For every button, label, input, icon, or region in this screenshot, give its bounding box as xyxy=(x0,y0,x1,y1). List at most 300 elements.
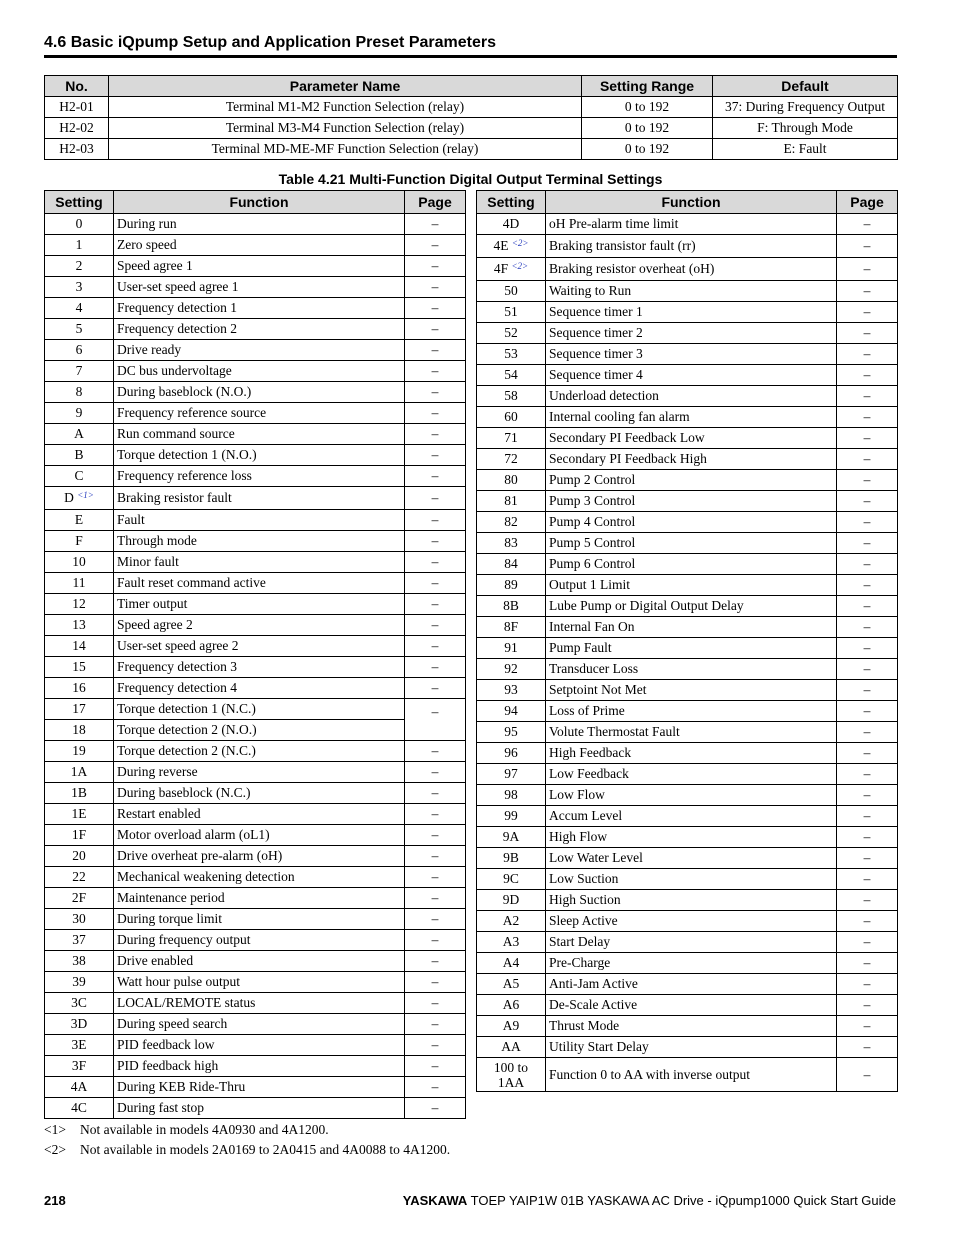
setting-cell xyxy=(45,1035,114,1056)
setting-code: 4E xyxy=(493,238,509,253)
setting-cell xyxy=(477,470,546,491)
function-cell: Secondary PI Feedback Low xyxy=(546,428,837,449)
setting-cell xyxy=(477,554,546,575)
setting-cell xyxy=(477,617,546,638)
setting-cell xyxy=(477,659,546,680)
table-row xyxy=(45,594,466,615)
page-cell: – xyxy=(405,678,466,699)
function-cell: De-Scale Active xyxy=(546,995,837,1016)
setting-code: C xyxy=(74,468,84,483)
setting-cell xyxy=(45,361,114,382)
page-cell: – xyxy=(837,848,898,869)
table-row xyxy=(45,741,466,762)
table-row xyxy=(477,1016,898,1037)
function-cell: Underload detection xyxy=(546,386,837,407)
setting-code: B xyxy=(74,447,84,462)
function-cell: Pump 5 Control xyxy=(546,533,837,554)
page-cell: – xyxy=(405,361,466,382)
table-row xyxy=(477,365,898,386)
page-cell: – xyxy=(837,974,898,995)
table-row xyxy=(477,890,898,911)
page-cell: – xyxy=(405,972,466,993)
setting-cell xyxy=(45,867,114,888)
table-row xyxy=(45,972,466,993)
page-cell: – xyxy=(405,256,466,277)
setting-cell xyxy=(477,680,546,701)
page-cell: – xyxy=(837,470,898,491)
table-row xyxy=(45,214,466,235)
table-row xyxy=(45,888,466,909)
setting-code: 3D xyxy=(70,1016,88,1031)
table-row xyxy=(45,909,466,930)
setting-cell xyxy=(477,869,546,890)
table-row xyxy=(45,277,466,298)
function-cell: Frequency detection 2 xyxy=(114,319,405,340)
table-row xyxy=(45,1056,466,1077)
function-cell: Transducer Loss xyxy=(546,659,837,680)
table-row xyxy=(45,930,466,951)
function-cell: Sequence timer 3 xyxy=(546,344,837,365)
page-cell: – xyxy=(837,365,898,386)
setting-cell xyxy=(45,424,114,445)
setting-code: 3C xyxy=(71,995,87,1010)
column-header-setting: Setting xyxy=(477,191,546,214)
table-row xyxy=(477,214,898,235)
setting-cell xyxy=(45,1098,114,1119)
page-cell: – xyxy=(837,995,898,1016)
function-cell: Sequence timer 1 xyxy=(546,302,837,323)
table-row xyxy=(477,344,898,365)
function-cell: Frequency detection 4 xyxy=(114,678,405,699)
table-row xyxy=(45,762,466,783)
table-row xyxy=(477,806,898,827)
setting-cell xyxy=(477,235,546,258)
table-row xyxy=(477,680,898,701)
parameter-table xyxy=(44,75,898,160)
table-row xyxy=(45,1035,466,1056)
setting-cell xyxy=(45,783,114,804)
page-cell: – xyxy=(837,869,898,890)
setting-code: 89 xyxy=(504,577,518,592)
setting-code: 91 xyxy=(504,640,518,655)
page-cell: – xyxy=(405,340,466,361)
setting-code: 53 xyxy=(504,346,518,361)
setting-code: 9C xyxy=(503,871,519,886)
setting-code: 8 xyxy=(75,384,83,399)
section-title: 4.6 Basic iQpump Setup and Application Preset Parameters xyxy=(44,33,897,58)
table-row xyxy=(477,848,898,869)
page-cell: – xyxy=(405,235,466,256)
table-row xyxy=(45,403,466,424)
column-header-parameter-name: Parameter Name xyxy=(109,76,582,97)
setting-cell xyxy=(45,657,114,678)
setting-code: 8B xyxy=(503,598,519,613)
setting-code: 9D xyxy=(502,892,520,907)
function-cell: Pump Fault xyxy=(546,638,837,659)
setting-code: 4 xyxy=(75,300,83,315)
column-header-setting: Setting xyxy=(45,191,114,214)
table-row xyxy=(477,911,898,932)
setting-code: 19 xyxy=(72,743,86,758)
function-cell: Watt hour pulse output xyxy=(114,972,405,993)
setting-cell xyxy=(477,214,546,235)
setting-code: 82 xyxy=(504,514,518,529)
page-cell: – xyxy=(405,930,466,951)
page-cell: – xyxy=(837,533,898,554)
page-cell: – xyxy=(837,680,898,701)
function-cell: Low Suction xyxy=(546,869,837,890)
page-cell: – xyxy=(405,762,466,783)
setting-cell xyxy=(45,510,114,531)
function-cell: Restart enabled xyxy=(114,804,405,825)
function-cell: Braking transistor fault (rr) xyxy=(546,235,837,258)
setting-code: 12 xyxy=(72,596,86,611)
setting-code: 9 xyxy=(75,405,83,420)
footer-doc: TOEP YAIP1W 01B YASKAWA AC Drive - iQpump1000 Quick Start Guide xyxy=(470,1193,896,1208)
function-cell: Braking resistor overheat (oH) xyxy=(546,258,837,281)
setting-cell xyxy=(45,930,114,951)
table-row xyxy=(45,804,466,825)
page-cell: – xyxy=(837,281,898,302)
function-cell: Timer output xyxy=(114,594,405,615)
parameter-name: Terminal M1-M2 Function Selection (relay) xyxy=(109,97,582,118)
setting-range: 0 to 192 xyxy=(582,139,713,160)
setting-cell xyxy=(45,1014,114,1035)
setting-code: 58 xyxy=(504,388,518,403)
setting-code: 9A xyxy=(502,829,520,844)
setting-code: 6 xyxy=(75,342,83,357)
setting-code: A4 xyxy=(502,955,520,970)
setting-code: 14 xyxy=(72,638,86,653)
table-row xyxy=(477,554,898,575)
setting-code: F xyxy=(75,533,83,548)
footnote-ref: <2> xyxy=(511,261,529,271)
function-cell: Loss of Prime xyxy=(546,701,837,722)
function-cell: During baseblock (N.C.) xyxy=(114,783,405,804)
function-cell: Fault reset command active xyxy=(114,573,405,594)
setting-cell xyxy=(45,340,114,361)
table-row xyxy=(45,361,466,382)
page-cell: – xyxy=(405,867,466,888)
table-row xyxy=(45,1077,466,1098)
page-cell: – xyxy=(405,319,466,340)
setting-code: 39 xyxy=(72,974,86,989)
function-cell: Low Flow xyxy=(546,785,837,806)
page-cell: – xyxy=(405,951,466,972)
setting-code: 8F xyxy=(503,619,519,634)
page-cell: – xyxy=(837,344,898,365)
table-row xyxy=(45,825,466,846)
page-cell: – xyxy=(405,594,466,615)
parameter-no: H2-03 xyxy=(45,139,109,160)
page-cell: – xyxy=(837,617,898,638)
setting-cell xyxy=(477,974,546,995)
setting-cell xyxy=(477,764,546,785)
page-cell: – xyxy=(837,743,898,764)
function-cell: Minor fault xyxy=(114,552,405,573)
table-row xyxy=(45,846,466,867)
table-row xyxy=(477,617,898,638)
table-row xyxy=(477,974,898,995)
footnote-text: Not available in models 4A0930 and 4A1200. xyxy=(80,1122,329,1137)
function-cell: Drive overheat pre-alarm (oH) xyxy=(114,846,405,867)
setting-cell xyxy=(45,552,114,573)
page-cell: – xyxy=(837,235,898,258)
function-cell: Utility Start Delay xyxy=(546,1037,837,1058)
table-row xyxy=(477,722,898,743)
column-header-page: Page xyxy=(405,191,466,214)
setting-code: AA xyxy=(501,1039,521,1054)
setting-code: 4A xyxy=(70,1079,88,1094)
page-cell: – xyxy=(405,636,466,657)
function-cell: Setptoint Not Met xyxy=(546,680,837,701)
setting-cell xyxy=(477,302,546,323)
setting-cell xyxy=(45,573,114,594)
function-cell: LOCAL/REMOTE status xyxy=(114,993,405,1014)
setting-code: A2 xyxy=(502,913,520,928)
page-cell: – xyxy=(837,491,898,512)
page-cell: – xyxy=(405,657,466,678)
page-cell: – xyxy=(837,407,898,428)
setting-cell xyxy=(45,741,114,762)
page-cell: – xyxy=(837,785,898,806)
table-row xyxy=(45,235,466,256)
setting-cell xyxy=(477,533,546,554)
settings-table-left xyxy=(44,190,466,1119)
footer-doc-title xyxy=(403,1193,896,1209)
page-cell: – xyxy=(405,552,466,573)
setting-cell xyxy=(45,403,114,424)
table-row xyxy=(45,340,466,361)
setting-code: A6 xyxy=(502,997,520,1012)
setting-cell xyxy=(45,594,114,615)
setting-code: 50 xyxy=(504,283,518,298)
setting-cell xyxy=(45,846,114,867)
table-row xyxy=(477,869,898,890)
footnote-2 xyxy=(44,1141,450,1159)
page-cell: – xyxy=(405,214,466,235)
table-row xyxy=(45,256,466,277)
parameter-name: Terminal M3-M4 Function Selection (relay) xyxy=(109,118,582,139)
function-cell: PID feedback low xyxy=(114,1035,405,1056)
function-cell: Pump 6 Control xyxy=(546,554,837,575)
function-cell: Drive ready xyxy=(114,340,405,361)
function-cell: High Suction xyxy=(546,890,837,911)
table-row xyxy=(45,424,466,445)
page-cell: – xyxy=(405,487,466,510)
setting-code: 98 xyxy=(504,787,518,802)
setting-code: 22 xyxy=(72,869,86,884)
footnote-tag: <1> xyxy=(44,1122,66,1137)
function-cell: Zero speed xyxy=(114,235,405,256)
page-cell: – xyxy=(837,554,898,575)
setting-cell xyxy=(45,951,114,972)
page-cell: – xyxy=(837,806,898,827)
function-cell: Accum Level xyxy=(546,806,837,827)
table-row xyxy=(45,118,898,139)
setting-cell xyxy=(45,277,114,298)
setting-code: 2 xyxy=(75,258,83,273)
page-cell: – xyxy=(405,1035,466,1056)
setting-code: 0 xyxy=(75,216,83,231)
function-cell: Torque detection 1 (N.C.) xyxy=(114,699,405,720)
setting-code: 84 xyxy=(504,556,518,571)
setting-cell xyxy=(477,344,546,365)
parameter-name: Terminal MD-ME-MF Function Selection (relay) xyxy=(109,139,582,160)
footnote-tag: <2> xyxy=(44,1142,66,1157)
page-cell: – xyxy=(405,741,466,762)
parameter-no: H2-02 xyxy=(45,118,109,139)
table-row xyxy=(45,867,466,888)
table-row xyxy=(477,407,898,428)
setting-cell xyxy=(45,678,114,699)
setting-code: 96 xyxy=(504,745,518,760)
page-cell: – xyxy=(837,449,898,470)
setting-code: 37 xyxy=(72,932,86,947)
setting-code: A9 xyxy=(502,1018,520,1033)
setting-code: 99 xyxy=(504,808,518,823)
setting-cell xyxy=(45,531,114,552)
table-row xyxy=(477,596,898,617)
function-cell: Thrust Mode xyxy=(546,1016,837,1037)
setting-code: 80 xyxy=(504,472,518,487)
column-header-page: Page xyxy=(837,191,898,214)
function-cell: Frequency detection 3 xyxy=(114,657,405,678)
setting-cell xyxy=(477,575,546,596)
page-cell: – xyxy=(837,596,898,617)
setting-code: 30 xyxy=(72,911,86,926)
function-cell: Volute Thermostat Fault xyxy=(546,722,837,743)
table-row xyxy=(477,743,898,764)
default-value: E: Fault xyxy=(713,139,898,160)
column-header-default: Default xyxy=(713,76,898,97)
page-cell: – xyxy=(405,909,466,930)
page-cell: – xyxy=(405,888,466,909)
table-row xyxy=(45,699,466,720)
setting-code: 93 xyxy=(504,682,518,697)
page-cell: – xyxy=(837,1016,898,1037)
setting-cell xyxy=(477,785,546,806)
page-cell: – xyxy=(405,1077,466,1098)
setting-code: 10 xyxy=(72,554,86,569)
page-cell: – xyxy=(405,531,466,552)
page-cell: – xyxy=(837,323,898,344)
function-cell: Motor overload alarm (oL1) xyxy=(114,825,405,846)
table-row xyxy=(477,659,898,680)
table-row xyxy=(477,1037,898,1058)
setting-code: 7 xyxy=(75,363,83,378)
function-cell: During frequency output xyxy=(114,930,405,951)
setting-cell xyxy=(45,762,114,783)
function-cell: Sleep Active xyxy=(546,911,837,932)
setting-code: 1B xyxy=(71,785,87,800)
page-cell: – xyxy=(405,382,466,403)
page-cell: – xyxy=(837,428,898,449)
footnote-ref: <1> xyxy=(77,490,94,500)
table-row xyxy=(45,97,898,118)
page-cell: – xyxy=(405,466,466,487)
setting-range: 0 to 192 xyxy=(582,118,713,139)
page-cell: – xyxy=(837,258,898,281)
table-row xyxy=(477,302,898,323)
table-row xyxy=(477,764,898,785)
table-row xyxy=(45,993,466,1014)
page-cell: – xyxy=(837,911,898,932)
table-row xyxy=(45,678,466,699)
setting-cell xyxy=(45,804,114,825)
setting-cell xyxy=(477,596,546,617)
setting-cell xyxy=(45,298,114,319)
function-cell: Torque detection 1 (N.O.) xyxy=(114,445,405,466)
setting-code: 4C xyxy=(71,1100,87,1115)
table-row xyxy=(45,636,466,657)
function-cell: Frequency detection 1 xyxy=(114,298,405,319)
function-cell: Lube Pump or Digital Output Delay xyxy=(546,596,837,617)
table-row xyxy=(477,785,898,806)
table-row xyxy=(477,995,898,1016)
setting-code: A xyxy=(74,426,84,441)
function-cell: Waiting to Run xyxy=(546,281,837,302)
setting-cell xyxy=(477,932,546,953)
footer-brand: YASKAWA xyxy=(402,1193,468,1208)
setting-code: 3 xyxy=(75,279,83,294)
function-cell: Speed agree 2 xyxy=(114,615,405,636)
setting-code: 100 to 1AA xyxy=(493,1059,529,1090)
setting-code: 16 xyxy=(72,680,86,695)
page-cell: – xyxy=(405,403,466,424)
setting-cell xyxy=(45,256,114,277)
function-cell: Braking resistor fault xyxy=(114,487,405,510)
page-cell: – xyxy=(405,510,466,531)
setting-code: 71 xyxy=(504,430,518,445)
function-cell: User-set speed agree 1 xyxy=(114,277,405,298)
table-row xyxy=(45,487,466,510)
setting-code: 4D xyxy=(502,216,520,231)
page-cell: – xyxy=(837,386,898,407)
function-cell: Frequency reference source xyxy=(114,403,405,424)
function-cell: Mechanical weakening detection xyxy=(114,867,405,888)
page-cell: – xyxy=(837,512,898,533)
page-cell: – xyxy=(405,445,466,466)
setting-cell xyxy=(477,281,546,302)
table-row xyxy=(45,657,466,678)
table-row xyxy=(477,533,898,554)
function-cell: DC bus undervoltage xyxy=(114,361,405,382)
page-cell: – xyxy=(405,783,466,804)
setting-cell xyxy=(45,636,114,657)
function-cell: During reverse xyxy=(114,762,405,783)
table-row xyxy=(45,573,466,594)
function-cell: Internal cooling fan alarm xyxy=(546,407,837,428)
function-cell: Pump 4 Control xyxy=(546,512,837,533)
function-cell: Pump 2 Control xyxy=(546,470,837,491)
settings-table-right xyxy=(476,190,898,1092)
setting-cell xyxy=(45,382,114,403)
page-cell: – xyxy=(837,701,898,722)
setting-cell xyxy=(477,743,546,764)
setting-code: 95 xyxy=(504,724,518,739)
page-cell: – xyxy=(837,953,898,974)
page-cell: – xyxy=(405,1056,466,1077)
page-cell: – xyxy=(405,298,466,319)
setting-cell xyxy=(45,319,114,340)
function-cell: PID feedback high xyxy=(114,1056,405,1077)
table-row xyxy=(477,638,898,659)
page-cell: – xyxy=(837,722,898,743)
table-row xyxy=(45,1014,466,1035)
table-row xyxy=(45,531,466,552)
setting-cell xyxy=(477,365,546,386)
